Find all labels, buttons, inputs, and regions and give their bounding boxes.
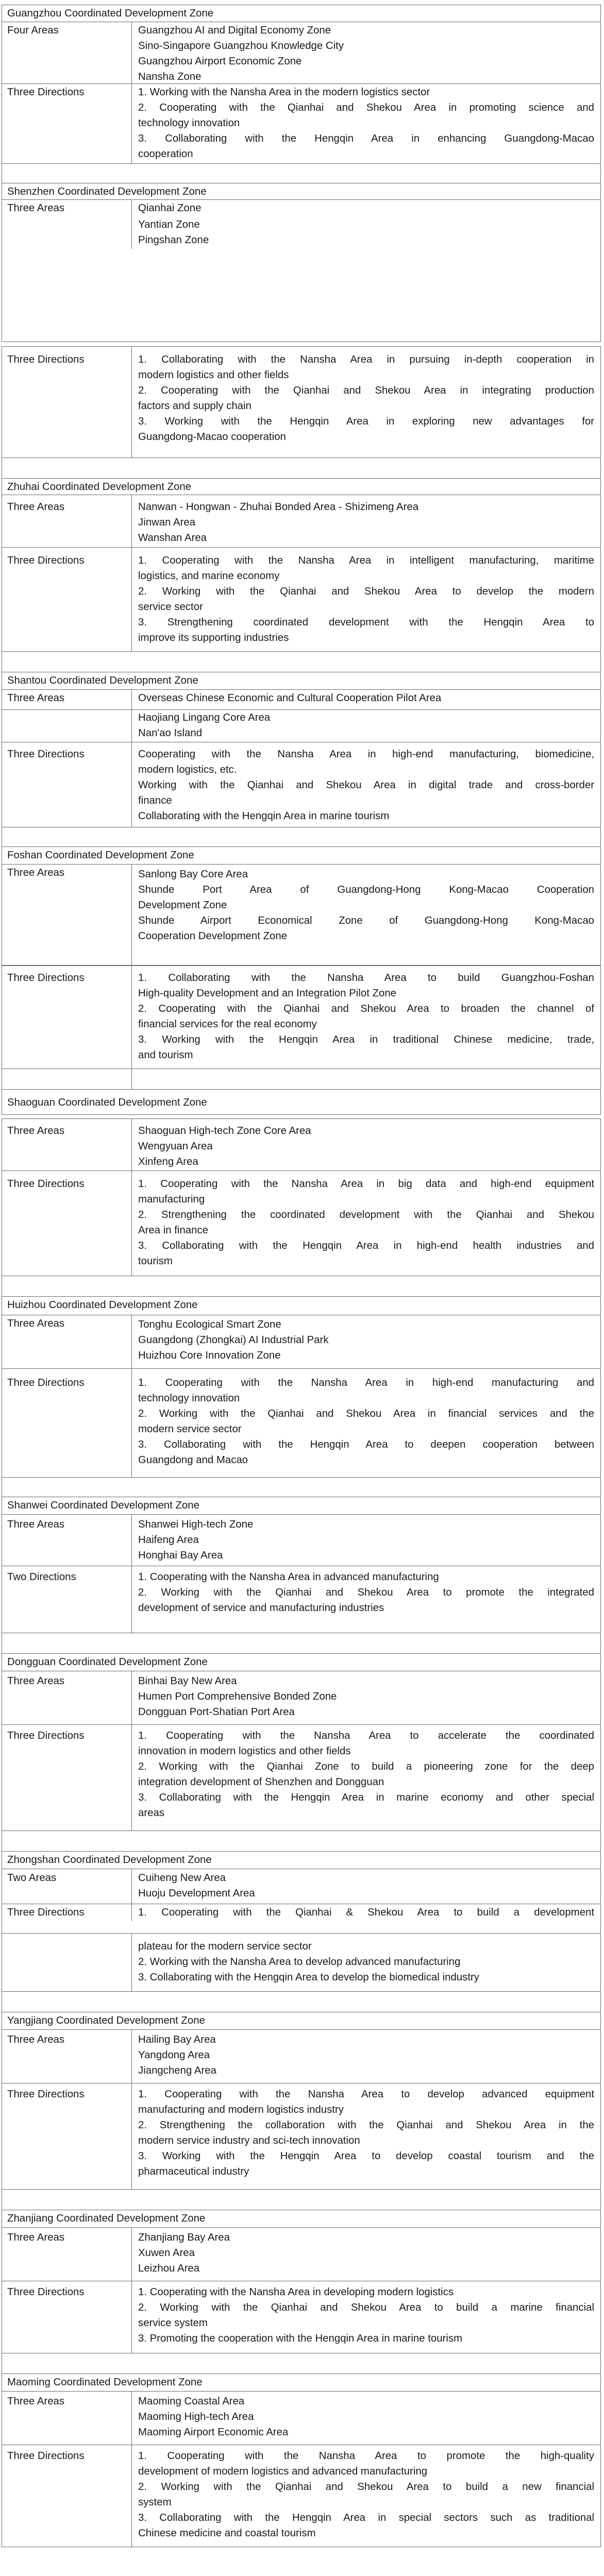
foshan-directions-table — [2, 965, 601, 1115]
areas-label: Three Areas — [2, 2030, 132, 2083]
direction-line: pharmaceutical industry — [138, 2166, 249, 2177]
direction-line: Cooperating with the Nansha Area in high-end manufacturing, biomedicine, — [138, 749, 594, 760]
area-item: Cooperation Development Zone — [138, 930, 288, 942]
areas-label: Three Areas — [2, 495, 132, 547]
area-item: Shunde Airport Economical Zone of Guangdong-Hong Kong-Macao — [138, 915, 594, 926]
areas-label: Three Areas — [2, 1671, 132, 1724]
direction-line: 2. Strengthening the collaboration with the Qianhai and Shekou Area in the — [138, 2120, 594, 2131]
areas-row-cont — [2, 217, 600, 249]
direction-line: 2. Working with the Qianhai and Shekou Area to promote the integrated — [138, 1587, 594, 1598]
directions-list — [132, 2083, 600, 2189]
areas-row — [2, 1119, 600, 1171]
shenzhen-zone-table — [2, 217, 601, 342]
area-item: Wanshan Area — [138, 532, 207, 544]
areas-label-cont — [2, 710, 132, 742]
direction-line: 1. Collaborating with the Nansha Area to build Guangzhou-Foshan — [138, 972, 594, 984]
shantou-title: Shantou Coordinated Development Zone — [2, 672, 600, 689]
areas-row — [2, 1514, 600, 1566]
area-item: Maoming High-tech Area — [138, 2411, 254, 2422]
directions-row — [2, 547, 600, 651]
direction-line: 1. Cooperating with the Qianhai & Shekou Area to build a development — [138, 1907, 594, 1918]
direction-line: 2. Working with the Qianhai Zone to build a pioneering zone for the deep — [138, 1761, 594, 1772]
direction-line: development of modern logistics and advanced manufacturing — [138, 2466, 428, 2477]
directions-row — [2, 2083, 600, 2189]
guangzhou-zone-table — [2, 5, 601, 218]
direction-line: 3. Collaborating with the Hengqin Area in high-end health industries and — [138, 1240, 594, 1251]
direction-line: 3. Working with the Hengqin Area in exploring new advantages for — [138, 416, 594, 427]
directions-list — [132, 966, 600, 1069]
direction-line: modern logistics and other fields — [138, 369, 289, 381]
areas-list — [132, 22, 600, 83]
areas-row — [2, 2029, 600, 2083]
areas-list — [132, 495, 600, 547]
direction-line: Chinese medicine and coastal tourism — [138, 2528, 316, 2539]
area-item: Dongguan Port-Shatian Port Area — [138, 1706, 295, 1718]
areas-label: Three Areas — [2, 1515, 132, 1566]
directions-label: Two Directions — [2, 1566, 132, 1633]
spacer-row — [2, 1991, 600, 2012]
area-item: Nan'ao Island — [138, 727, 203, 739]
direction-line: Guangdong-Macao cooperation — [138, 431, 286, 443]
zone-title: Guangzhou Coordinated Development Zone — [7, 8, 214, 19]
foshan-title: Foshan Coordinated Development Zone — [2, 846, 600, 864]
directions-list — [132, 1566, 600, 1633]
areas-row — [2, 199, 600, 218]
direction-line: 3. Collaborating with the Hengqin Area in special sectors such as traditional — [138, 2512, 594, 2523]
directions-label: Three Directions — [2, 2445, 132, 2548]
area-item: Yangdong Area — [138, 2049, 210, 2061]
spacer-row — [2, 457, 600, 478]
area-item: Humen Port Comprehensive Bonded Zone — [138, 1691, 337, 1702]
directions-label: Three Directions — [2, 966, 132, 1069]
directions-list — [132, 1904, 600, 1921]
direction-line: 2. Cooperating with the Qianhai and Shekou Area to broaden the channel of — [138, 1003, 594, 1014]
direction-line: 3. Working with the Hengqin Area in traditional Chinese medicine, trade, — [138, 1034, 594, 1045]
zhongshan-title: Zhongshan Coordinated Development Zone — [2, 1851, 600, 1869]
direction-line: 1. Cooperating with the Nansha Area in big data and high-end equipment — [138, 1178, 594, 1190]
shaoguan-zone-table — [2, 1118, 601, 1369]
directions-row — [2, 1566, 600, 1633]
direction-line: cooperation — [138, 148, 193, 160]
direction-line: and tourism — [138, 1049, 193, 1061]
spacer-row — [2, 1831, 600, 1851]
directions-list — [132, 1171, 600, 1276]
areas-row — [2, 495, 600, 547]
area-item: Hailing Bay Area — [138, 2034, 216, 2045]
zhuhai-zone-table — [2, 495, 601, 710]
spacer-row — [2, 163, 600, 183]
areas-row — [2, 1671, 600, 1724]
directions-row — [2, 1369, 600, 1477]
area-item: Shunde Port Area of Guangdong-Hong Kong-Macao Cooperation — [138, 884, 594, 895]
area-item: Jiangcheng Area — [138, 2065, 216, 2076]
direction-line: 1. Cooperating with the Nansha Area to develop advanced equipment — [138, 2089, 594, 2100]
areas-list — [132, 710, 600, 742]
directions-list — [132, 84, 600, 163]
direction-line: innovation in modern logistics and other fields — [138, 1745, 351, 1757]
areas-row — [2, 689, 600, 710]
areas-list — [132, 1671, 600, 1724]
direction-line: Working with the Qianhai and Shekou Area in digital trade and cross-border — [138, 779, 594, 791]
directions-list — [132, 2445, 600, 2548]
area-item: Nanwan - Hongwan - Zhuhai Bonded Area - Shizimeng Area — [138, 501, 419, 513]
direction-line: 1. Cooperating with the Nansha Area to accelerate the coordinated — [138, 1730, 594, 1741]
direction-line: service system — [138, 2317, 208, 2329]
area-item: Tonghu Ecological Smart Zone — [138, 1319, 281, 1330]
spacer-row — [2, 2189, 600, 2210]
direction-line: 3. Collaborating with the Hengqin Area in enhancing Guangdong-Macao — [138, 133, 594, 144]
area-item: Leizhou Area — [138, 2263, 200, 2274]
areas-label: Three Areas — [2, 2392, 132, 2445]
direction-line: modern service industry and sci-tech innovation — [138, 2135, 360, 2146]
directions-label-cont — [2, 1934, 132, 1991]
areas-list — [132, 217, 600, 249]
direction-line: Collaborating with the Hengqin Area in marine tourism — [138, 810, 390, 822]
direction-line: technology innovation — [138, 117, 240, 129]
shantou-zone-table — [2, 710, 601, 965]
direction-line: 2. Cooperating with the Qianhai and Shekou Area in promoting science and — [138, 102, 594, 113]
directions-label: Three Directions — [2, 1369, 132, 1477]
directions-label: Three Directions — [2, 1725, 132, 1831]
area-item: Shanwei High-tech Zone — [138, 1519, 254, 1530]
shenzhen-directions-table — [2, 346, 601, 496]
areas-list — [132, 2228, 600, 2281]
area-item: Sanlong Bay Core Area — [138, 869, 248, 880]
zhanjiang-title: Zhanjiang Coordinated Development Zone — [2, 2210, 600, 2227]
directions-label: Three Directions — [2, 347, 132, 457]
direction-line: 2. Working with the Qianhai and Shekou Area in financial services and the — [138, 1408, 594, 1419]
dongguan-title: Dongguan Coordinated Development Zone — [2, 1653, 600, 1671]
areas-list — [132, 200, 600, 218]
direction-line: 3. Promoting the cooperation with the Hengqin Area in marine tourism — [138, 2333, 463, 2344]
areas-label-cont — [2, 217, 132, 249]
areas-row — [2, 1869, 600, 1904]
directions-row — [2, 83, 600, 163]
areas-list — [132, 1119, 600, 1171]
directions-label: Three Directions — [2, 548, 132, 651]
direction-line: 3. Strengthening coordinated development with the Hengqin Area to — [138, 617, 594, 628]
empty-cell — [2, 1069, 132, 1089]
direction-line: Guangdong and Macao — [138, 1454, 248, 1466]
direction-line: financial services for the real economy — [138, 1019, 317, 1030]
directions-list — [132, 347, 600, 457]
directions-row — [2, 1724, 600, 1831]
areas-label: Three Areas — [2, 690, 132, 710]
direction-line: technology innovation — [138, 1393, 240, 1404]
area-item: Qianhai Zone — [138, 202, 202, 214]
areas-list — [132, 2030, 600, 2083]
area-item: Jinwan Area — [138, 517, 196, 528]
direction-line: Area in finance — [138, 1225, 209, 1236]
spacer-row — [2, 1069, 600, 1089]
zhuhai-title: Zhuhai Coordinated Development Zone — [2, 478, 600, 496]
area-item: Yantian Zone — [138, 219, 200, 230]
area-item: Xuwen Area — [138, 2247, 195, 2259]
area-item: Pingshan Zone — [138, 234, 209, 246]
direction-line: 3. Working with the Hengqin Area to develop coastal tourism and the — [138, 2150, 594, 2162]
directions-label: Three Directions — [2, 2083, 132, 2189]
directions-row — [2, 1904, 600, 1921]
area-item: Overseas Chinese Economic and Cultural Cooperation Pilot Area — [138, 692, 442, 704]
shaoguan-title: Shaoguan Coordinated Development Zone — [2, 1089, 600, 1115]
areas-row — [2, 2227, 600, 2281]
area-item: Shaoguan High-tech Zone Core Area — [138, 1125, 311, 1137]
directions-row — [2, 742, 600, 827]
spacer-row — [2, 827, 600, 846]
zhongshan-yangjiang-zhanjiang-maoming-table — [2, 1933, 601, 2547]
direction-line: 2. Strengthening the coordinated development with the Qianhai and Shekou — [138, 1209, 594, 1221]
directions-row — [2, 965, 600, 1069]
direction-line: improve its supporting industries — [138, 632, 289, 643]
area-item: Haifeng Area — [138, 1534, 199, 1546]
huizhou-title: Huizhou Coordinated Development Zone — [2, 1296, 600, 1315]
direction-line: 1. Working with the Nansha Area in the modern logistics sector — [138, 87, 430, 98]
area-item: Guangzhou Airport Economic Zone — [138, 56, 302, 67]
area-item: Huizhou Core Innovation Zone — [138, 1350, 281, 1361]
spacer-row — [2, 1276, 600, 1296]
yangjiang-title: Yangjiang Coordinated Development Zone — [2, 2012, 600, 2029]
directions-row — [2, 2281, 600, 2353]
direction-line: plateau for the modern service sector — [138, 1941, 312, 1952]
directions-label: Three Directions — [2, 1904, 132, 1921]
direction-line: integration development of Shenzhen and Dongguan — [138, 1776, 384, 1788]
direction-line: 1. Cooperating with the Nansha Area in intelligent manufacturing, maritime — [138, 555, 594, 566]
direction-line: manufacturing — [138, 1194, 205, 1205]
shenzhen-title: Shenzhen Coordinated Development Zone — [2, 183, 600, 199]
area-item: Maoming Coastal Area — [138, 2396, 245, 2407]
areas-list — [132, 1515, 600, 1566]
directions-row — [2, 347, 600, 457]
areas-row — [2, 1315, 600, 1369]
areas-list — [132, 1869, 600, 1904]
direction-line: 2. Cooperating with the Qianhai and Shekou Area in integrating production — [138, 385, 594, 396]
areas-row-cont — [2, 710, 600, 742]
direction-line: development of service and manufacturing industries — [138, 1602, 384, 1614]
area-item: Zhanjiang Bay Area — [138, 2232, 230, 2243]
direction-line: 3. Collaborating with the Hengqin Area in marine economy and other special — [138, 1792, 594, 1803]
direction-line: 2. Working with the Nansha Area to develop advanced manufacturing — [138, 1956, 461, 1968]
direction-line: 2. Working with the Qianhai and Shekou Area to develop the modern — [138, 586, 594, 597]
directions-row — [2, 2445, 600, 2548]
area-item: Huoju Development Area — [138, 1888, 255, 1899]
area-item: Sino-Singapore Guangzhou Knowledge City — [138, 40, 344, 52]
direction-line: High-quality Development and an Integration Pilot Zone — [138, 988, 397, 999]
direction-line: 2. Working with the Qianhai and Shekou Area to build a new financial — [138, 2481, 594, 2493]
area-item: Maoming Airport Economic Area — [138, 2427, 289, 2438]
directions-list — [132, 742, 600, 827]
direction-line: tourism — [138, 1256, 173, 1267]
directions-list — [132, 1369, 600, 1477]
directions-list — [132, 548, 600, 651]
area-item: Guangdong (Zhongkai) AI Industrial Park — [138, 1334, 329, 1346]
areas-list — [132, 690, 600, 710]
direction-line: service sector — [138, 601, 203, 613]
areas-list — [132, 1315, 600, 1369]
direction-line: logistics, and marine economy — [138, 570, 280, 582]
directions-list — [132, 1934, 600, 1991]
areas-row — [2, 864, 600, 965]
directions-row-cont — [2, 1934, 600, 1991]
area-item: Nansha Zone — [138, 71, 202, 82]
area-item: Haojiang Lingang Core Area — [138, 712, 271, 723]
areas-list — [132, 865, 600, 965]
directions-label: Three Directions — [2, 1171, 132, 1276]
area-item: Binhai Bay New Area — [138, 1675, 237, 1687]
direction-line: manufacturing and modern logistics industry — [138, 2104, 344, 2115]
direction-line: modern service sector — [138, 1423, 242, 1435]
area-item: Guangzhou AI and Digital Economy Zone — [138, 25, 331, 36]
direction-line: factors and supply chain — [138, 400, 251, 412]
direction-line: 3. Collaborating with the Hengqin Area to deepen cooperation between — [138, 1439, 594, 1450]
shanwei-title: Shanwei Coordinated Development Zone — [2, 1497, 600, 1514]
direction-line: modern logistics, etc. — [138, 764, 237, 775]
direction-line: system — [138, 2497, 172, 2508]
areas-label: Three Areas — [2, 1315, 132, 1369]
areas-label: Three Areas — [2, 865, 132, 965]
areas-row — [2, 22, 600, 83]
direction-line: 1. Cooperating with the Nansha Area in advanced manufacturing — [138, 1571, 439, 1583]
area-item: Xinfeng Area — [138, 1156, 198, 1167]
area-item: Wengyuan Area — [138, 1141, 213, 1152]
maoming-title: Maoming Coordinated Development Zone — [2, 2374, 600, 2391]
directions-label: Three Directions — [2, 84, 132, 163]
direction-line: 1. Collaborating with the Nansha Area in pursuing in-depth cooperation in — [138, 354, 594, 365]
direction-line: 1. Cooperating with the Nansha Area in high-end manufacturing and — [138, 1377, 594, 1388]
areas-label: Four Areas — [2, 22, 132, 83]
spacer-row — [2, 651, 600, 672]
areas-label: Three Areas — [2, 2228, 132, 2281]
direction-line: areas — [138, 1807, 165, 1819]
directions-label: Three Directions — [2, 742, 132, 827]
direction-line: 1. Cooperating with the Nansha Area to promote the high-quality — [138, 2450, 594, 2462]
direction-line: 2. Working with the Qianhai and Shekou Area to build a marine financial — [138, 2302, 594, 2313]
area-item: Honghai Bay Area — [138, 1550, 223, 1561]
directions-label: Three Directions — [2, 2281, 132, 2353]
areas-label: Three Areas — [2, 200, 132, 218]
directions-list — [132, 2281, 600, 2353]
direction-line: 1. Cooperating with the Nansha Area in developing modern logistics — [138, 2286, 454, 2298]
directions-row — [2, 1171, 600, 1276]
direction-line: finance — [138, 795, 172, 806]
direction-line: 3. Collaborating with the Hengqin Area to develop the biomedical industry — [138, 1972, 479, 1983]
areas-label: Three Areas — [2, 1119, 132, 1171]
area-item: Cuiheng New Area — [138, 1872, 226, 1884]
spacer-row — [2, 1633, 600, 1653]
spacer-row — [2, 2353, 600, 2374]
directions-list — [132, 1725, 600, 1831]
areas-row — [2, 2391, 600, 2445]
areas-list — [132, 2392, 600, 2445]
spacer-row — [2, 1477, 600, 1497]
areas-label: Two Areas — [2, 1869, 132, 1904]
area-item: Development Zone — [138, 900, 227, 911]
